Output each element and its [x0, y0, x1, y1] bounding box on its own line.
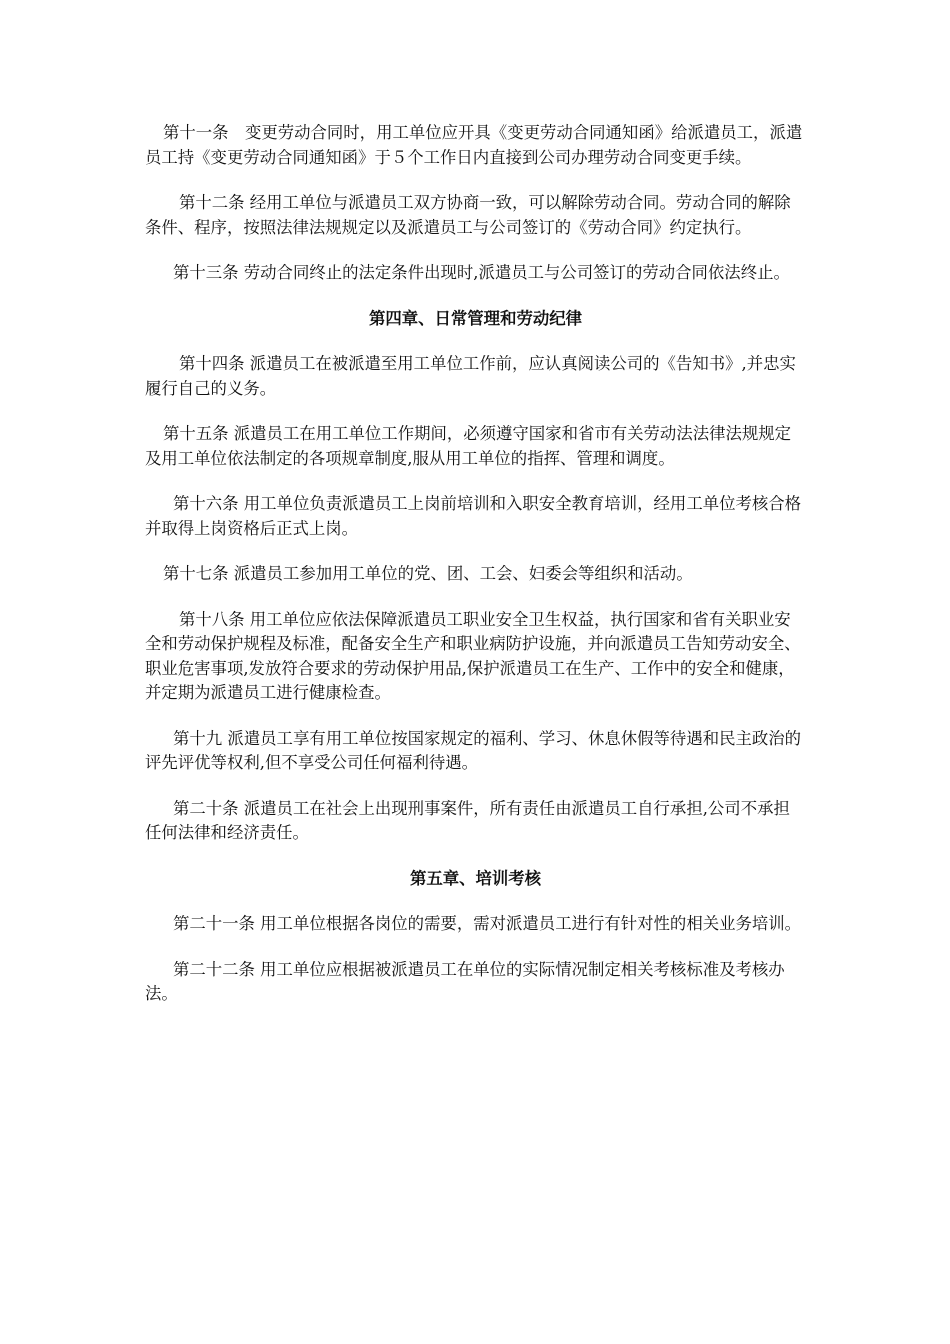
article-18-paragraph: 第十八条 用工单位应依法保障派遣员工职业安全卫生权益，执行国家和省有关职业安全和劳动保护规程及标准，配备安全生产和职业病防护设施，并向派遣员工告知劳动安全、职业危害事项,发放符合要求的劳动保护用品,保护派遣员工在生产、工作中的安全和健康，并定期为派遣员工进行健康检查。 — [145, 609, 801, 702]
article-17-paragraph: 第十七条 派遣员工参加用工单位的党、团、工会、妇委会等组织和活动。 — [163, 564, 693, 583]
article-19-paragraph: 第十九 派遣员工享有用工单位按国家规定的福利、学习、休息休假等待遇和民主政治的评先评优等权利,但不享受公司任何福利待遇。 — [145, 728, 802, 772]
chapter-5-heading: 第五章、培训考核 — [409, 868, 542, 888]
article-15-paragraph: 第十五条 派遣员工在用工单位工作期间，必须遵守国家和省市有关劳动法法律法规规定及用工单位依法制定的各项规章制度,服从用工单位的指挥、管理和调度。 — [145, 424, 792, 468]
article-12-paragraph: 第十二条 经用工单位与派遣员工双方协商一致，可以解除劳动合同。劳动合同的解除条件、程序，按照法律法规规定以及派遣员工与公司签订的《劳动合同》约定执行。 — [145, 193, 791, 237]
chapter-4-heading: 第四章、日常管理和劳动纪律 — [368, 308, 583, 328]
article-22-paragraph: 第二十二条 用工单位应根据被派遣员工在单位的实际情况制定相关考核标准及考核办法。 — [145, 959, 785, 1003]
article-13-paragraph: 第十三条 劳动合同终止的法定条件出现时,派遣员工与公司签订的劳动合同依法终止。 — [173, 263, 790, 282]
article-20-paragraph: 第二十条 派遣员工在社会上出现刑事案件，所有责任由派遣员工自行承担,公司不承担任何法律和经济责任。 — [145, 798, 790, 842]
article-11-paragraph: 第十一条 变更劳动合同时，用工单位应开具《变更劳动合同通知函》给派遣员工，派遣员工持《变更劳动合同通知函》于５个工作日内直接到公司办理劳动合同变更手续。 — [145, 123, 803, 167]
article-14-paragraph: 第十四条 派遣员工在被派遣至用工单位工作前，应认真阅读公司的《告知书》,并忠实履行自己的义务。 — [145, 354, 796, 398]
article-16-paragraph: 第十六条 用工单位负责派遣员工上岗前培训和入职安全教育培训，经用工单位考核合格并取得上岗资格后正式上岗。 — [145, 494, 802, 538]
article-21-paragraph: 第二十一条 用工单位根据各岗位的需要，需对派遣员工进行有针对性的相关业务培训。 — [173, 914, 802, 933]
